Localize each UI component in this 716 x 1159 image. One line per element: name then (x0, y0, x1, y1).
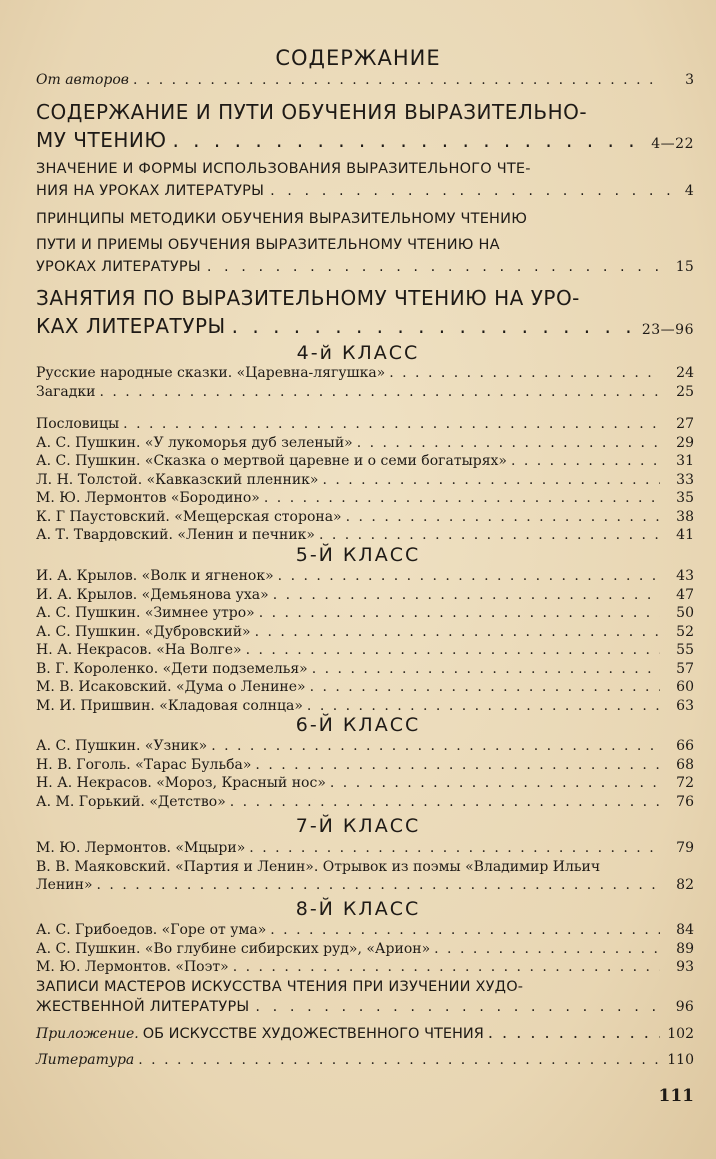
toc-entry-from-authors (36, 72, 694, 88)
toc-entry (36, 661, 694, 677)
toc-entry-page: 84 (676, 922, 694, 938)
grade-heading-4: 4-й КЛАСС (296, 342, 420, 364)
toc-entry (36, 453, 694, 469)
toc-entry-page: 76 (676, 793, 694, 810)
leader-dots (249, 840, 660, 856)
toc-entry-label-continued: Ленин» (36, 877, 93, 893)
toc-entry-label: А. С. Пушкин. «Узник» (36, 738, 208, 754)
toc-entry (36, 435, 694, 451)
toc-entry-appendix (36, 1023, 694, 1042)
toc-entry-label: А. М. Горький. «Детство» (36, 793, 226, 810)
section-line-2: МУ ЧТЕНИЮ (36, 128, 167, 152)
leader-dots (97, 877, 660, 893)
leader-dots (255, 757, 660, 773)
toc-entry-page: 82 (676, 877, 694, 893)
toc-entry (36, 959, 694, 975)
section-page: 4 (684, 183, 694, 199)
toc-entry (36, 642, 694, 658)
leader-dots (230, 794, 660, 810)
toc-entry-page: 35 (676, 490, 694, 506)
toc-entry-label: От авторов (36, 72, 129, 88)
leader-dots (211, 738, 660, 754)
toc-entry-page: 72 (676, 775, 694, 791)
toc-entry-page: 47 (676, 586, 694, 603)
section-page: 23—96 (641, 322, 694, 338)
section-line-1: ЗНАЧЕНИЕ И ФОРМЫ ИСПОЛЬЗОВАНИЯ ВЫРАЗИТЕЛЬНОГО ЧТЕ- (36, 161, 531, 177)
toc-entry-page: 79 (676, 840, 694, 856)
toc-entry (36, 365, 694, 381)
section-line-2: НИЯ НА УРОКАХ ЛИТЕРАТУРЫ (36, 183, 265, 199)
toc-entry-page: 24 (676, 365, 694, 381)
section-page: 96 (675, 999, 694, 1015)
toc-entry-page: 38 (676, 508, 694, 525)
appendix-prefix: Приложение. (36, 1026, 139, 1042)
toc-entry-label: К. Г Паустовский. «Мещерская сторона» (36, 508, 342, 525)
toc-entry-label: Н. А. Некрасов. «На Волге» (36, 642, 242, 658)
toc-section-6 (36, 979, 694, 1015)
leader-dots (133, 72, 660, 88)
toc-entry-label: М. Ю. Лермонтов. «Поэт» (36, 959, 229, 975)
grade-heading-8: 8-Й КЛАСС (295, 898, 421, 920)
section-line-1: ПРИНЦИПЫ МЕТОДИКИ ОБУЧЕНИЯ ВЫРАЗИТЕЛЬНОМУ ЧТЕНИЮ (36, 211, 528, 227)
leader-dots (232, 314, 636, 338)
page-title: СОДЕРЖАНИЕ (275, 46, 441, 70)
toc-entry (36, 416, 694, 432)
section-page: 4—22 (651, 136, 694, 152)
leader-dots (346, 509, 660, 525)
toc-entry-first-line (36, 859, 694, 875)
toc-entry (36, 738, 694, 754)
toc-entry-label: А. С. Пушкин. «Дубровский» (36, 623, 251, 640)
toc-entry-label: М. Ю. Лермонтов «Бородино» (36, 490, 260, 506)
toc-entry-page: 29 (676, 434, 694, 451)
toc-entry-page: 52 (676, 623, 694, 640)
leader-dots (278, 568, 660, 584)
leader-dots (511, 453, 660, 469)
leader-dots (233, 959, 660, 975)
page-number: 111 (658, 1086, 694, 1106)
toc-entry-label: М. В. Исаковский. «Дума о Ленине» (36, 679, 306, 695)
toc-entry-label: А. С. Пушкин. «У лукоморья дуб зеленый» (36, 434, 353, 451)
toc-entry-label: М. Ю. Лермонтов. «Мцыри» (36, 840, 246, 856)
toc-entry-page: 68 (676, 756, 694, 773)
section-line-1: СОДЕРЖАНИЕ И ПУТИ ОБУЧЕНИЯ ВЫРАЗИТЕЛЬНО- (36, 100, 588, 124)
toc-entry-label: А. С. Пушкин. «Сказка о мертвой царевне и о семи богатырях» (36, 453, 507, 469)
toc-entry-page: 3 (685, 72, 694, 88)
toc-entry (36, 794, 694, 810)
toc-entry-second-line (36, 877, 694, 893)
toc-entry-page: 110 (667, 1052, 694, 1068)
toc-entry-label: И. А. Крылов. «Демьянова уха» (36, 586, 269, 603)
toc-entry-label: Литература (36, 1052, 135, 1068)
leader-dots (307, 698, 660, 714)
leader-dots (99, 384, 660, 400)
section-line-1: ЗАПИСИ МАСТЕРОВ ИСКУССТВА ЧТЕНИЯ ПРИ ИЗУЧЕНИИ ХУДО- (36, 979, 524, 995)
appendix-page: 102 (667, 1026, 694, 1042)
toc-entry-page: 55 (676, 642, 694, 658)
appendix-title: ОБ ИСКУССТВЕ ХУДОЖЕСТВЕННОГО ЧТЕНИЯ (142, 1026, 484, 1042)
grade-heading-6: 6-Й КЛАСС (295, 714, 421, 736)
section-line-2: ЖЕСТВЕННОЙ ЛИТЕРАТУРЫ (36, 999, 250, 1015)
toc-entry (36, 490, 694, 506)
toc-entry-page: 57 (676, 660, 694, 677)
toc-section-5 (36, 286, 694, 338)
toc-entry-label: Л. Н. Толстой. «Кавказский пленник» (36, 471, 319, 488)
toc-entry-page: 60 (676, 679, 694, 695)
toc-entry-label: М. И. Пришвин. «Кладовая солнца» (36, 697, 303, 714)
section-line-2: УРОКАХ ЛИТЕРАТУРЫ (36, 259, 201, 275)
toc-entry-page: 31 (676, 453, 694, 469)
leader-dots (259, 605, 660, 621)
toc-entry (36, 922, 694, 938)
toc-entry (36, 624, 694, 640)
leader-dots (172, 128, 645, 152)
toc-entry (36, 509, 694, 525)
leader-dots (312, 661, 660, 677)
leader-dots (322, 472, 660, 488)
toc-entry-page: 41 (676, 527, 694, 543)
toc-entry (36, 757, 694, 773)
toc-section-3 (36, 211, 694, 227)
toc-section-1 (36, 100, 694, 152)
toc-entry-page: 63 (676, 697, 694, 714)
toc-entry-label: А. Т. Твардовский. «Ленин и печник» (36, 527, 315, 543)
toc-entry-label: Н. В. Гоголь. «Тарас Бульба» (36, 756, 252, 773)
toc-entry-label: А. С. Грибоедов. «Горе от ума» (36, 922, 267, 938)
toc-entry (36, 384, 694, 400)
toc-entry-label: И. А. Крылов. «Волк и ягненок» (36, 568, 274, 584)
toc-entry-page: 43 (676, 568, 694, 584)
toc-section-2 (36, 161, 694, 199)
toc-entry-page: 50 (676, 605, 694, 621)
toc-entry-literature (36, 1052, 694, 1068)
section-line-2: КАХ ЛИТЕРАТУРЫ (36, 314, 226, 338)
leader-dots (310, 679, 660, 695)
leader-dots (123, 416, 660, 432)
toc-entry (36, 941, 694, 957)
toc-entry-label: В. Г. Короленко. «Дети подземелья» (36, 660, 308, 677)
leader-dots (270, 922, 660, 938)
toc-entry (36, 605, 694, 621)
toc-entry-label: В. В. Маяковский. «Партия и Ленин». Отрывок из поэмы «Владимир Ильич (36, 859, 601, 875)
toc-entry (36, 840, 694, 856)
section-page: 15 (675, 259, 694, 275)
toc-entry-label: А. С. Пушкин. «Во глубине сибирских руд», «Арион» (36, 940, 431, 957)
leader-dots (264, 490, 660, 506)
leader-dots (246, 642, 660, 658)
toc-entry-label: Н. А. Некрасов. «Мороз, Красный нос» (36, 775, 326, 791)
leader-dots (357, 435, 660, 451)
leader-dots (319, 527, 660, 543)
section-line-1: ПУТИ И ПРИЕМЫ ОБУЧЕНИЯ ВЫРАЗИТЕЛЬНОМУ ЧТЕНИЮ НА (36, 237, 500, 253)
toc-entry (36, 472, 694, 488)
toc-entry-page: 27 (676, 416, 694, 432)
grade-heading-5: 5-Й КЛАСС (295, 544, 421, 566)
toc-entry-label: Русские народные сказки. «Царевна-лягушка» (36, 365, 386, 381)
leader-dots (434, 941, 660, 957)
toc-entry (36, 775, 694, 791)
toc-entry-page: 66 (676, 738, 694, 754)
leader-dots (389, 365, 660, 381)
toc-entry (36, 527, 694, 543)
leader-dots (488, 1023, 660, 1042)
leader-dots (273, 587, 660, 603)
toc-entry-page: 33 (676, 471, 694, 488)
leader-dots (207, 259, 670, 275)
leader-dots (270, 183, 679, 199)
toc-entry (36, 698, 694, 714)
toc-entry (36, 568, 694, 584)
leader-dots (330, 775, 660, 791)
leader-dots (255, 999, 669, 1015)
grade-heading-7: 7-Й КЛАСС (295, 815, 421, 837)
leader-dots (255, 624, 660, 640)
leader-dots (138, 1052, 660, 1068)
toc-entry (36, 587, 694, 603)
toc-section-4 (36, 237, 694, 275)
toc-entry (36, 679, 694, 695)
toc-entry-label: Загадки (36, 383, 96, 400)
toc-entry-label: Пословицы (36, 416, 120, 432)
toc-entry-page: 93 (676, 959, 694, 975)
section-line-1: ЗАНЯТИЯ ПО ВЫРАЗИТЕЛЬНОМУ ЧТЕНИЮ НА УРО- (36, 286, 580, 310)
toc-entry-page: 25 (676, 383, 694, 400)
toc-entry-page: 89 (676, 940, 694, 957)
toc-entry-label: А. С. Пушкин. «Зимнее утро» (36, 605, 255, 621)
